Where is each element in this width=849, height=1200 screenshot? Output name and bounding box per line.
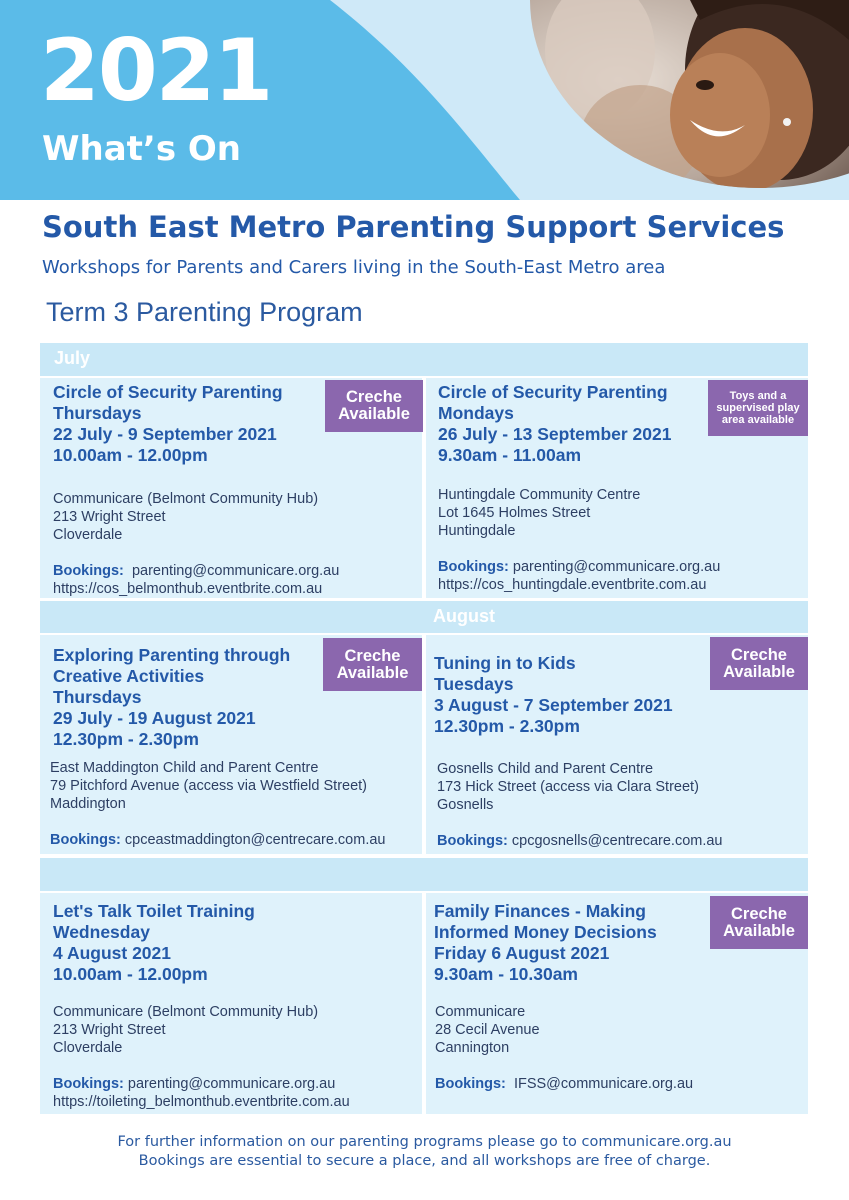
workshop-day: Mondays bbox=[438, 403, 514, 423]
address-line: Communicare (Belmont Community Hub) bbox=[53, 1004, 319, 1020]
page-subtitle: Workshops for Parents and Carers living in the South-East Metro area bbox=[42, 257, 666, 278]
workshop-day: Thursdays bbox=[53, 687, 142, 707]
bookings-label: Bookings: bbox=[50, 832, 121, 848]
badge-line: Available bbox=[338, 405, 410, 423]
badge-line: Creche bbox=[731, 645, 787, 664]
badge-line: Available bbox=[723, 921, 795, 940]
workshop-card-cos-huntingdale bbox=[426, 378, 808, 598]
creche-available-badge bbox=[323, 638, 422, 691]
workshop-day-date: Friday 6 August 2021 bbox=[434, 943, 610, 963]
month-bar-blank bbox=[40, 858, 808, 891]
workshop-time: 10.00am - 12.00pm bbox=[53, 964, 208, 984]
address-line: Maddington bbox=[50, 796, 126, 812]
workshop-address bbox=[53, 490, 318, 544]
badge-line: Creche bbox=[346, 388, 402, 406]
workshop-day: Wednesday bbox=[53, 922, 150, 942]
workshop-dates: 4 August 2021 bbox=[53, 943, 172, 963]
workshop-time: 10.00am - 12.00pm bbox=[53, 445, 208, 465]
workshop-time: 9.30am - 10.30am bbox=[434, 964, 578, 984]
whats-on-heading: What’s On bbox=[42, 129, 242, 169]
address-line: 173 Hick Street (access via Clara Street) bbox=[437, 779, 699, 795]
address-line: Cloverdale bbox=[53, 1040, 123, 1056]
bookings-label: Bookings: bbox=[435, 1076, 506, 1092]
badge-line: Available bbox=[336, 663, 409, 682]
address-line: Communicare (Belmont Community Hub) bbox=[53, 491, 319, 507]
address-line: Huntingdale Community Centre bbox=[438, 487, 641, 503]
month-bar-july bbox=[40, 343, 808, 376]
workshop-dates: 26 July - 13 September 2021 bbox=[438, 424, 672, 444]
footer-line-info: For further information on our parenting programs please go to communicare.org.au bbox=[117, 1134, 732, 1150]
term-heading: Term 3 Parenting Program bbox=[46, 297, 363, 327]
bookings-label: Bookings: bbox=[438, 559, 509, 575]
workshop-details bbox=[53, 901, 255, 985]
workshop-day: Thursdays bbox=[53, 403, 142, 423]
address-line: Gosnells Child and Parent Centre bbox=[437, 761, 654, 777]
workshop-title: Let's Talk Toilet Training bbox=[53, 901, 255, 921]
address-line: Lot 1645 Holmes Street bbox=[438, 505, 591, 521]
footer-line-bookings: Bookings are essential to secure a place, and all workshops are free of charge. bbox=[138, 1153, 711, 1169]
workshop-dates: 22 July - 9 September 2021 bbox=[53, 424, 277, 444]
bookings-label: Bookings: bbox=[437, 833, 508, 849]
toys-play-area-badge bbox=[708, 380, 808, 436]
workshop-bookings bbox=[50, 831, 385, 849]
bookings-email[interactable]: cpcgosnells@centrecare.com.au bbox=[511, 833, 723, 849]
creche-available-badge bbox=[710, 896, 808, 949]
bookings-email[interactable]: parenting@communicare.org.au bbox=[512, 559, 721, 575]
workshop-bookings bbox=[53, 1075, 350, 1111]
workshop-address bbox=[435, 1003, 540, 1057]
footer-info bbox=[0, 1133, 849, 1171]
workshop-details bbox=[53, 382, 283, 466]
workshop-card-toilet-training bbox=[40, 893, 422, 1114]
badge-line: Creche bbox=[344, 646, 401, 665]
bookings-email[interactable]: parenting@communicare.org.au bbox=[131, 563, 340, 579]
address-line: 213 Wright Street bbox=[53, 1022, 166, 1038]
eventbrite-link[interactable]: https://cos_huntingdale.eventbrite.com.au bbox=[438, 577, 707, 593]
bookings-email[interactable]: parenting@communicare.org.au bbox=[127, 1076, 336, 1092]
badge-line: supervised play bbox=[716, 402, 800, 414]
page-title: South East Metro Parenting Support Services bbox=[42, 210, 785, 244]
workshop-bookings bbox=[435, 1075, 693, 1093]
badge-line: Creche bbox=[731, 904, 787, 923]
workshop-card-creative-activities bbox=[40, 635, 422, 854]
address-line: Huntingdale bbox=[438, 523, 516, 539]
address-line: East Maddington Child and Parent Centre bbox=[50, 760, 319, 776]
workshop-title: Circle of Security Parenting bbox=[438, 382, 668, 402]
address-line: Gosnells bbox=[437, 797, 494, 813]
address-line: 28 Cecil Avenue bbox=[435, 1022, 540, 1038]
month-label-august: August bbox=[433, 606, 495, 626]
bookings-label: Bookings: bbox=[53, 563, 124, 579]
workshop-title: Circle of Security Parenting bbox=[53, 382, 283, 402]
month-bar-august bbox=[40, 601, 808, 633]
badge-line: Available bbox=[723, 662, 795, 681]
workshop-time: 9.30am - 11.00am bbox=[438, 445, 582, 465]
eventbrite-link[interactable]: https://cos_belmonthub.eventbrite.com.au bbox=[53, 581, 323, 597]
address-line: Communicare bbox=[435, 1004, 526, 1020]
workshop-details bbox=[438, 382, 671, 466]
workshop-title: Tuning in to Kids bbox=[434, 653, 576, 673]
workshop-dates: 3 August - 7 September 2021 bbox=[434, 695, 673, 715]
creche-available-badge bbox=[325, 380, 423, 432]
workshop-bookings bbox=[53, 562, 339, 598]
month-label-july: July bbox=[54, 348, 91, 368]
workshop-title-cont: Informed Money Decisions bbox=[434, 922, 657, 942]
badge-line: Toys and a bbox=[729, 390, 787, 402]
eventbrite-link[interactable]: https://toileting_belmonthub.eventbrite.com.au bbox=[53, 1094, 350, 1110]
workshop-details bbox=[434, 901, 657, 985]
workshop-address bbox=[50, 759, 367, 813]
workshop-title: Exploring Parenting through bbox=[53, 645, 291, 665]
workshop-details bbox=[53, 645, 290, 750]
workshop-time: 12.30pm - 2.30pm bbox=[434, 716, 580, 736]
address-line: 79 Pitchford Avenue (access via Westfield Street) bbox=[50, 778, 368, 794]
bookings-label: Bookings: bbox=[53, 1076, 124, 1092]
workshop-bookings bbox=[438, 558, 720, 594]
workshop-bookings bbox=[437, 832, 723, 850]
workshop-title-cont: Creative Activities bbox=[53, 666, 205, 686]
workshop-card-family-finances bbox=[426, 893, 808, 1114]
workshop-address bbox=[53, 1003, 318, 1057]
workshop-details bbox=[434, 653, 673, 737]
workshop-address bbox=[438, 486, 640, 540]
workshop-card-tuning-in-to-kids bbox=[426, 635, 808, 854]
header-banner bbox=[0, 0, 849, 200]
workshop-dates: 29 July - 19 August 2021 bbox=[53, 708, 256, 728]
address-line: Cannington bbox=[435, 1040, 510, 1056]
badge-line: area available bbox=[721, 414, 795, 426]
workshop-address bbox=[437, 760, 699, 814]
address-line: Cloverdale bbox=[53, 527, 123, 543]
year-heading: 2021 bbox=[40, 21, 272, 121]
creche-available-badge bbox=[710, 637, 808, 690]
workshop-title: Family Finances - Making bbox=[434, 901, 646, 921]
workshop-time: 12.30pm - 2.30pm bbox=[53, 729, 199, 749]
bookings-email[interactable]: IFSS@communicare.org.au bbox=[513, 1076, 694, 1092]
workshop-card-cos-belmont bbox=[40, 378, 422, 598]
address-line: 213 Wright Street bbox=[53, 509, 166, 525]
workshop-day: Tuesdays bbox=[434, 674, 514, 694]
bookings-email[interactable]: cpceastmaddington@centrecare.com.au bbox=[124, 832, 386, 848]
